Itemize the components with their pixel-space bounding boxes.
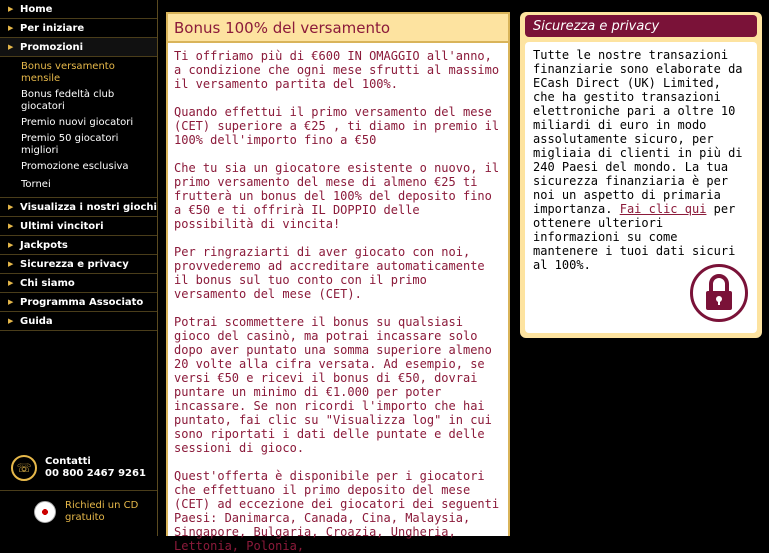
triangle-right-icon: ▶: [8, 203, 14, 211]
panel-text: [533, 48, 749, 272]
triangle-right-icon: ▶: [8, 298, 14, 306]
subnav-promozione-esclusiva[interactable]: Promozione esclusiva: [21, 161, 129, 172]
nav-guida[interactable]: [0, 312, 157, 331]
paragraph: Potrai scommettere il bonus su qualsiasi gioco del casinò, ma potrai incassare solo dopo aver puntato una somma superiore almeno 20 volte alla cifra versata. Ad esempio, se versi €50 e ricevi il bonus di €50, dovrai puntare un minimo di €1.000 per poter incassare. Se non ricordi l'importo che hai puntato, fai clic su "Visualizza log" in cui sono riportati i dati delle puntate e delle sessioni di gioco.: [174, 315, 492, 455]
nav-label: Promozioni: [20, 41, 84, 53]
nav-label: Programma Associato: [20, 296, 144, 308]
sidebar-bottom: [0, 532, 157, 536]
nav-label: Home: [20, 3, 53, 15]
panel-body: [525, 42, 757, 333]
phone-icon: ☏: [11, 455, 37, 481]
nav-chi-siamo[interactable]: [0, 274, 157, 293]
nav-label: Sicurezza e privacy: [20, 258, 129, 270]
triangle-right-icon: ▶: [8, 260, 14, 268]
nav-label: Chi siamo: [20, 277, 75, 289]
triangle-right-icon: ▶: [8, 317, 14, 325]
triangle-right-icon: ▶: [8, 222, 14, 230]
panel-text-intro: Tutte le nostre transazioni finanziarie sono elaborate da ECash Direct (UK) Limited, che ha gestito transazioni elettroniche pari a oltre 10 miliardi di euro in modo assolutamente sicuro, per migliaia di clienti in più di 240 Paesi del mondo. La tua sicurezza finanziaria è per noi un aspetto di primaria importanza.: [533, 48, 743, 216]
main-title-bar: [168, 14, 508, 43]
cd-icon: [34, 501, 56, 523]
nav-label: Per iniziare: [20, 22, 85, 34]
paragraph: Per ringraziarti di aver giocato con noi, provvederemo ad accreditare automaticamente il bonus sul tuo conto con il primo versamento del mese (CET).: [174, 245, 485, 301]
contact-box[interactable]: [0, 446, 157, 491]
nav-jackpots[interactable]: [0, 236, 157, 255]
cd-label: Richiedi un CD gratuito: [65, 500, 139, 523]
paragraph: Ti offriamo più di €600 IN OMAGGIO all'anno, a condizione che ogni mese sfrutti al massimo il versamento partita del 100%.: [174, 49, 500, 91]
nav-label: Guida: [20, 315, 53, 327]
panel-text-outro: per ottenere ulteriori informazioni su come mantenere i tuoi dati sicuri al 100%.: [533, 202, 736, 272]
nav-promozioni[interactable]: [0, 38, 157, 57]
nav-programma-associato[interactable]: [0, 293, 157, 312]
paragraph: Che tu sia un giocatore esistente o nuovo, il primo versamento del mese di almeno €25 ti frutterà un bonus del 100% del deposito fino a €50 e ti offrirà IL DOPPIO delle possibilità di vincita!: [174, 161, 500, 231]
nav-giochi[interactable]: [0, 198, 157, 217]
triangle-right-icon: ▶: [8, 24, 14, 32]
panel-title-bar: [525, 15, 757, 37]
cd-request-link[interactable]: [0, 492, 157, 532]
paragraph: Quando effettui il primo versamento del mese (CET) superiore a €25 , ti diamo in premio il 100% dell'importo fino a €50: [174, 105, 500, 147]
panel-title: Sicurezza e privacy: [533, 18, 660, 34]
nav-home[interactable]: [0, 0, 157, 19]
subnav-tornei[interactable]: Tornei: [21, 179, 51, 190]
nav-ultimi-vincitori[interactable]: [0, 217, 157, 236]
main-content: [166, 12, 510, 553]
subnav-bonus-versamento[interactable]: Bonus versamento mensile: [21, 61, 115, 84]
triangle-right-icon: ▶: [8, 43, 14, 51]
nav-label: Jackpots: [20, 239, 68, 251]
triangle-right-icon: ▶: [8, 241, 14, 249]
subnav-premio-nuovi[interactable]: Premio nuovi giocatori: [21, 117, 134, 128]
contact-label: Contatti: [45, 456, 91, 467]
nav-label: Visualizza i nostri giochi: [20, 201, 157, 213]
triangle-right-icon: ▶: [8, 279, 14, 287]
triangle-right-icon: ▶: [8, 5, 14, 13]
sidebar: [0, 0, 158, 536]
security-panel: [520, 12, 762, 338]
contact-phone: 00 800 2467 9261: [45, 468, 146, 479]
subnav-bonus-fedelta[interactable]: Bonus fedeltà club giocatori: [21, 89, 115, 112]
nav-label: Ultimi vincitori: [20, 220, 104, 232]
page-title: Bonus 100% del versamento: [174, 18, 391, 37]
nav-sicurezza[interactable]: [0, 255, 157, 274]
paragraph: Quest'offerta è disponibile per i giocatori che effettuano il primo deposito del mese (CET) ad eccezione dei giocatori dei seguenti Paesi: Danimarca, Canada, Cina, Malaysia, Singapore, Bulgaria, Croazia, Ungheria, Lettonia, Polonia,: [174, 469, 500, 553]
more-info-link[interactable]: Fai clic qui: [619, 202, 707, 216]
subnav-premio-50[interactable]: Premio 50 giocatori migliori: [21, 133, 119, 156]
promo-submenu: [0, 57, 157, 198]
lock-icon: [690, 264, 748, 322]
nav-per-iniziare[interactable]: [0, 19, 157, 38]
main-body: [168, 43, 508, 553]
